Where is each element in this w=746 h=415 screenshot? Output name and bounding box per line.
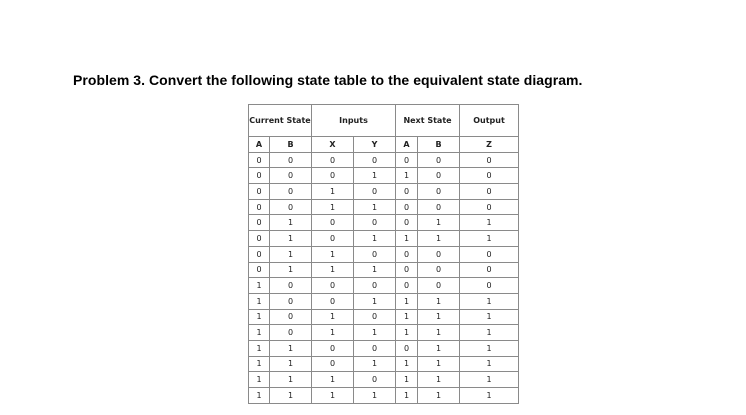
cell-current-a: 0 (249, 215, 270, 231)
table-row (249, 246, 519, 262)
column-header-input-y: Y (354, 137, 396, 153)
cell-current-a: 0 (249, 262, 270, 278)
table-body (249, 152, 519, 403)
cell-current-b: 0 (270, 309, 312, 325)
cell-input-x: 1 (312, 372, 354, 388)
cell-input-x: 0 (312, 340, 354, 356)
cell-next-a: 1 (396, 293, 418, 309)
cell-input-x: 0 (312, 293, 354, 309)
column-header-input-x: X (312, 137, 354, 153)
table-row (249, 184, 519, 200)
cell-next-a: 0 (396, 340, 418, 356)
cell-next-a: 1 (396, 309, 418, 325)
cell-input-x: 1 (312, 388, 354, 404)
cell-current-b: 1 (270, 231, 312, 247)
cell-input-x: 1 (312, 325, 354, 341)
cell-input-y: 1 (354, 293, 396, 309)
cell-input-y: 1 (354, 262, 396, 278)
cell-next-b: 1 (418, 309, 460, 325)
cell-current-b: 0 (270, 184, 312, 200)
table-row (249, 372, 519, 388)
cell-next-b: 1 (418, 215, 460, 231)
cell-output-z: 1 (460, 356, 519, 372)
cell-next-a: 0 (396, 262, 418, 278)
cell-next-b: 0 (418, 152, 460, 168)
cell-input-x: 1 (312, 184, 354, 200)
cell-next-a: 0 (396, 278, 418, 294)
cell-current-b: 0 (270, 168, 312, 184)
table-row (249, 168, 519, 184)
cell-output-z: 1 (460, 340, 519, 356)
cell-current-a: 0 (249, 231, 270, 247)
cell-input-x: 1 (312, 309, 354, 325)
cell-current-b: 1 (270, 340, 312, 356)
cell-output-z: 0 (460, 168, 519, 184)
cell-input-y: 0 (354, 372, 396, 388)
cell-current-a: 0 (249, 246, 270, 262)
table-row (249, 199, 519, 215)
cell-next-a: 1 (396, 168, 418, 184)
cell-next-b: 0 (418, 184, 460, 200)
cell-current-b: 0 (270, 325, 312, 341)
cell-next-b: 0 (418, 262, 460, 278)
cell-current-a: 0 (249, 199, 270, 215)
cell-output-z: 1 (460, 372, 519, 388)
cell-current-a: 1 (249, 372, 270, 388)
cell-next-a: 1 (396, 325, 418, 341)
cell-input-y: 0 (354, 340, 396, 356)
table-row (249, 215, 519, 231)
cell-input-x: 0 (312, 168, 354, 184)
cell-next-a: 0 (396, 246, 418, 262)
cell-next-b: 1 (418, 231, 460, 247)
cell-next-b: 1 (418, 372, 460, 388)
state-table (248, 104, 519, 404)
cell-next-a: 1 (396, 356, 418, 372)
table-row (249, 309, 519, 325)
cell-current-b: 0 (270, 199, 312, 215)
table-row (249, 231, 519, 247)
cell-output-z: 1 (460, 309, 519, 325)
cell-current-b: 1 (270, 262, 312, 278)
cell-next-b: 0 (418, 278, 460, 294)
cell-current-b: 1 (270, 246, 312, 262)
cell-input-y: 1 (354, 168, 396, 184)
column-header-current-b: B (270, 137, 312, 153)
cell-input-y: 0 (354, 278, 396, 294)
cell-output-z: 1 (460, 325, 519, 341)
problem-title: Problem 3. Convert the following state table to the equivalent state diagram. (73, 72, 583, 88)
header-output: Output (460, 105, 519, 137)
cell-input-y: 0 (354, 309, 396, 325)
cell-input-x: 1 (312, 246, 354, 262)
cell-output-z: 0 (460, 184, 519, 200)
cell-output-z: 0 (460, 278, 519, 294)
table-row (249, 293, 519, 309)
cell-current-a: 1 (249, 293, 270, 309)
cell-next-a: 0 (396, 184, 418, 200)
cell-next-a: 0 (396, 199, 418, 215)
header-inputs: Inputs (312, 105, 396, 137)
cell-output-z: 1 (460, 293, 519, 309)
cell-input-y: 1 (354, 199, 396, 215)
cell-current-b: 0 (270, 293, 312, 309)
cell-current-b: 1 (270, 215, 312, 231)
cell-input-y: 1 (354, 388, 396, 404)
cell-current-a: 1 (249, 356, 270, 372)
cell-input-x: 0 (312, 278, 354, 294)
cell-current-a: 0 (249, 152, 270, 168)
cell-next-b: 0 (418, 246, 460, 262)
cell-input-x: 0 (312, 152, 354, 168)
cell-output-z: 1 (460, 215, 519, 231)
cell-next-a: 0 (396, 215, 418, 231)
table-row (249, 278, 519, 294)
cell-output-z: 1 (460, 388, 519, 404)
cell-current-a: 0 (249, 184, 270, 200)
cell-current-b: 1 (270, 388, 312, 404)
cell-input-x: 1 (312, 262, 354, 278)
cell-current-a: 1 (249, 388, 270, 404)
header-next-state: Next State (396, 105, 460, 137)
cell-output-z: 0 (460, 199, 519, 215)
column-header-next-b: B (418, 137, 460, 153)
cell-input-x: 1 (312, 199, 354, 215)
cell-next-a: 1 (396, 388, 418, 404)
cell-current-a: 1 (249, 340, 270, 356)
cell-input-x: 0 (312, 231, 354, 247)
cell-input-y: 1 (354, 356, 396, 372)
cell-next-b: 0 (418, 199, 460, 215)
table-row (249, 356, 519, 372)
table-row (249, 262, 519, 278)
cell-input-y: 0 (354, 184, 396, 200)
column-header-current-a: A (249, 137, 270, 153)
cell-input-x: 0 (312, 215, 354, 231)
column-header-output-z: Z (460, 137, 519, 153)
cell-current-a: 1 (249, 278, 270, 294)
cell-current-a: 0 (249, 168, 270, 184)
cell-current-b: 1 (270, 372, 312, 388)
cell-output-z: 0 (460, 262, 519, 278)
cell-current-b: 0 (270, 152, 312, 168)
cell-input-y: 1 (354, 325, 396, 341)
cell-next-b: 1 (418, 325, 460, 341)
cell-next-b: 1 (418, 388, 460, 404)
cell-input-y: 1 (354, 231, 396, 247)
header-current-state: Current State (249, 105, 312, 137)
table-row (249, 152, 519, 168)
cell-current-b: 1 (270, 356, 312, 372)
cell-output-z: 1 (460, 231, 519, 247)
cell-current-a: 1 (249, 325, 270, 341)
cell-next-a: 1 (396, 372, 418, 388)
cell-next-a: 0 (396, 152, 418, 168)
column-header-next-a: A (396, 137, 418, 153)
cell-next-b: 1 (418, 293, 460, 309)
cell-next-b: 1 (418, 356, 460, 372)
cell-current-a: 1 (249, 309, 270, 325)
cell-current-b: 0 (270, 278, 312, 294)
cell-output-z: 0 (460, 152, 519, 168)
cell-output-z: 0 (460, 246, 519, 262)
cell-input-y: 0 (354, 215, 396, 231)
table-row (249, 325, 519, 341)
cell-input-y: 0 (354, 246, 396, 262)
cell-next-a: 1 (396, 231, 418, 247)
table-row (249, 388, 519, 404)
cell-input-x: 0 (312, 356, 354, 372)
cell-next-b: 1 (418, 340, 460, 356)
cell-input-y: 0 (354, 152, 396, 168)
table-row (249, 340, 519, 356)
cell-next-b: 0 (418, 168, 460, 184)
